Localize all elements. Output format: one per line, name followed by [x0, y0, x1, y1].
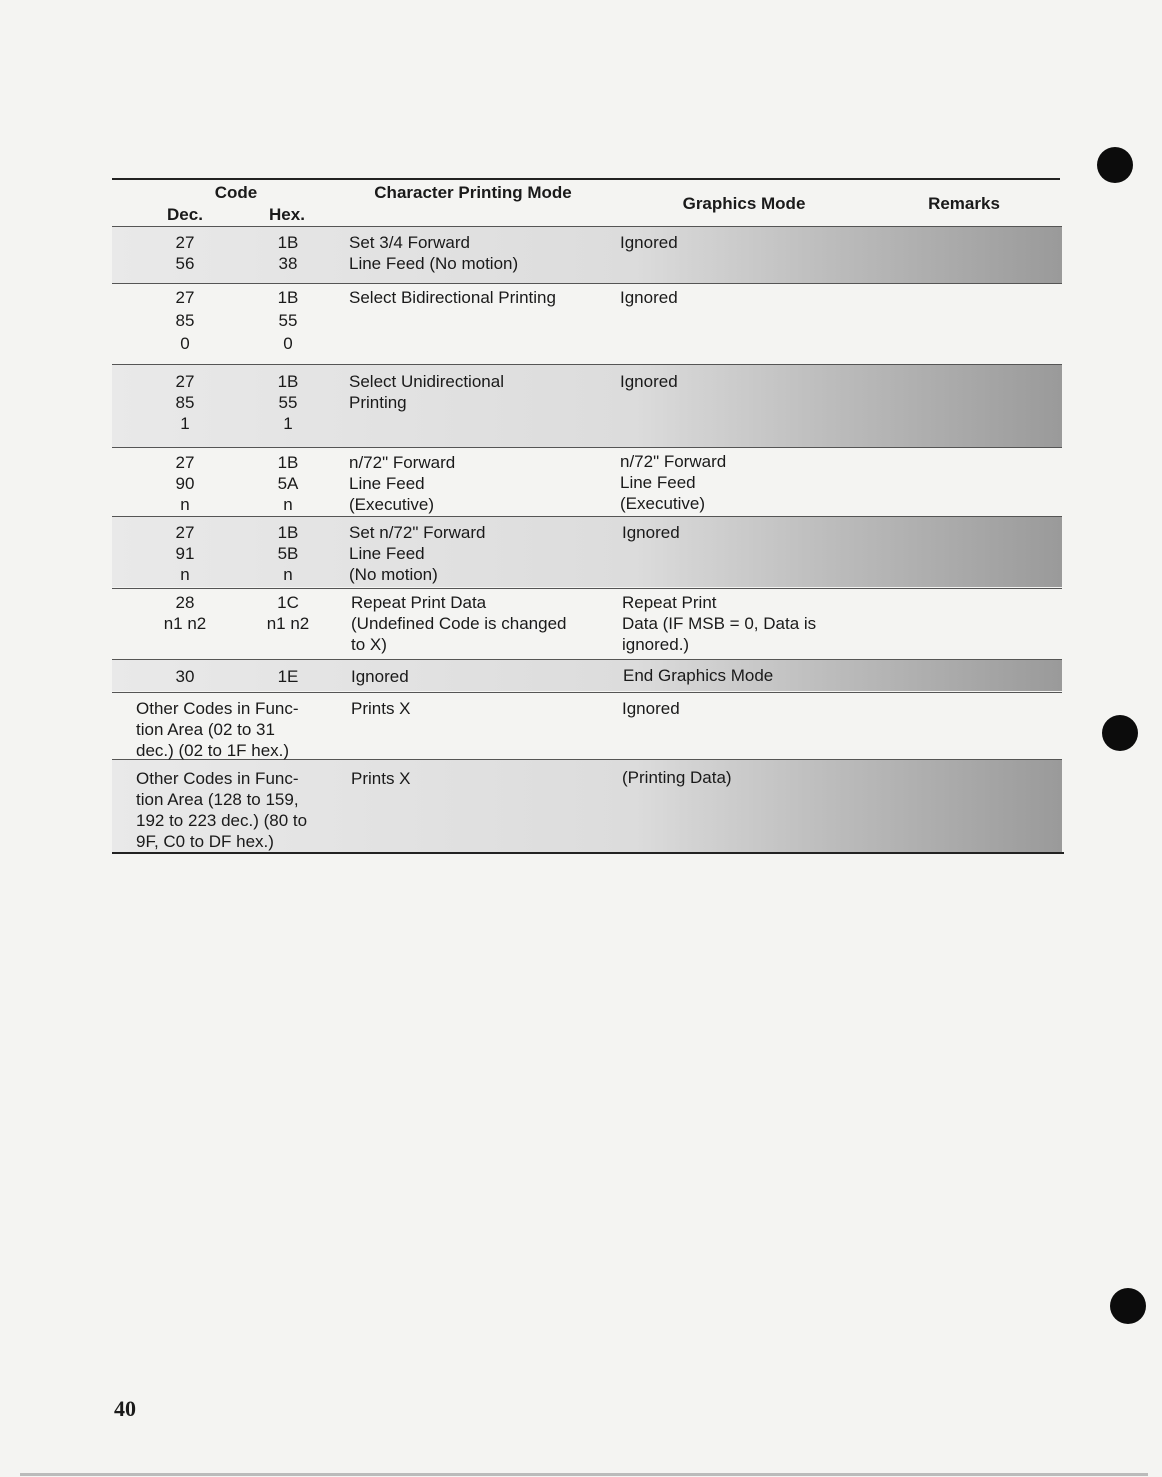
header-hex: Hex.: [269, 205, 305, 224]
row2-graphics: Ignored: [620, 288, 678, 307]
row4-graphics: n/72" Forward Line Feed (Executive): [620, 452, 727, 513]
row7-char-mode: Ignored: [351, 667, 409, 686]
row5-graphics: Ignored: [622, 523, 680, 542]
table-bottom-rule: [112, 852, 1064, 854]
row-rule: [112, 516, 1062, 517]
row9-code: Other Codes in Func- tion Area (128 to 159, 192 to 223 dec.) (80 to 9F, C0 to DF hex.): [136, 769, 308, 851]
page-number: 40: [114, 1396, 136, 1421]
page-bottom-edge: [20, 1473, 1148, 1476]
row5-dec: 27 91 n: [175, 523, 195, 584]
header-code: Code: [214, 183, 258, 202]
row-rule: [112, 447, 1062, 448]
row9-char-mode: Prints X: [351, 769, 411, 788]
row-rule: [112, 659, 1062, 660]
row6-hex: 1C n1 n2: [266, 593, 310, 633]
row-rule: [112, 226, 1062, 227]
row2-hex: 1B 55 0: [277, 288, 299, 353]
binder-hole-icon: [1097, 147, 1133, 183]
binder-hole-icon: [1110, 1288, 1146, 1324]
row1-char-mode: Set 3/4 Forward Line Feed (No motion): [349, 233, 519, 273]
row7-dec: 30: [175, 667, 195, 686]
header-dec: Dec.: [167, 205, 203, 224]
row8-code: Other Codes in Func- tion Area (02 to 31 dec.) (02 to 1F hex.): [136, 699, 299, 760]
header-char-mode: Character Printing Mode: [374, 183, 572, 202]
row6-dec: 28 n1 n2: [163, 593, 207, 633]
row-rule: [112, 283, 1062, 284]
row6-char-mode: Repeat Print Data (Undefined Code is changed to X): [351, 593, 567, 654]
row-rule: [112, 364, 1062, 365]
row4-dec: 27 90 n: [175, 453, 195, 514]
row7-hex: 1E: [277, 667, 299, 686]
header-remarks: Remarks: [928, 194, 1000, 213]
row7-graphics: End Graphics Mode: [623, 666, 774, 685]
row-rule: [112, 692, 1062, 693]
row3-graphics: Ignored: [620, 372, 678, 391]
row1-hex: 1B 38: [277, 233, 299, 273]
row1-graphics: Ignored: [620, 233, 678, 252]
row5-char-mode: Set n/72" Forward Line Feed (No motion): [349, 523, 486, 584]
binder-hole-icon: [1102, 715, 1138, 751]
row3-dec: 27 85 1: [175, 372, 195, 433]
row2-char-mode: Select Bidirectional Printing: [349, 288, 556, 307]
table-top-rule: [112, 178, 1060, 180]
row4-hex: 1B 5A n: [277, 453, 299, 514]
row8-graphics: Ignored: [622, 699, 680, 718]
row4-char-mode: n/72" Forward Line Feed (Executive): [349, 453, 456, 514]
row3-char-mode: Select Unidirectional Printing: [349, 372, 504, 412]
row9-graphics: (Printing Data): [622, 768, 732, 787]
row3-hex: 1B 55 1: [277, 372, 299, 433]
header-graphics-mode: Graphics Mode: [682, 194, 806, 213]
row-rule: [112, 588, 1062, 589]
row6-graphics: Repeat Print Data (IF MSB = 0, Data is ignored.): [622, 593, 817, 654]
row2-dec: 27 85 0: [175, 288, 195, 353]
row8-char-mode: Prints X: [351, 699, 411, 718]
row1-dec: 27 56: [175, 233, 195, 273]
row5-hex: 1B 5B n: [277, 523, 299, 584]
